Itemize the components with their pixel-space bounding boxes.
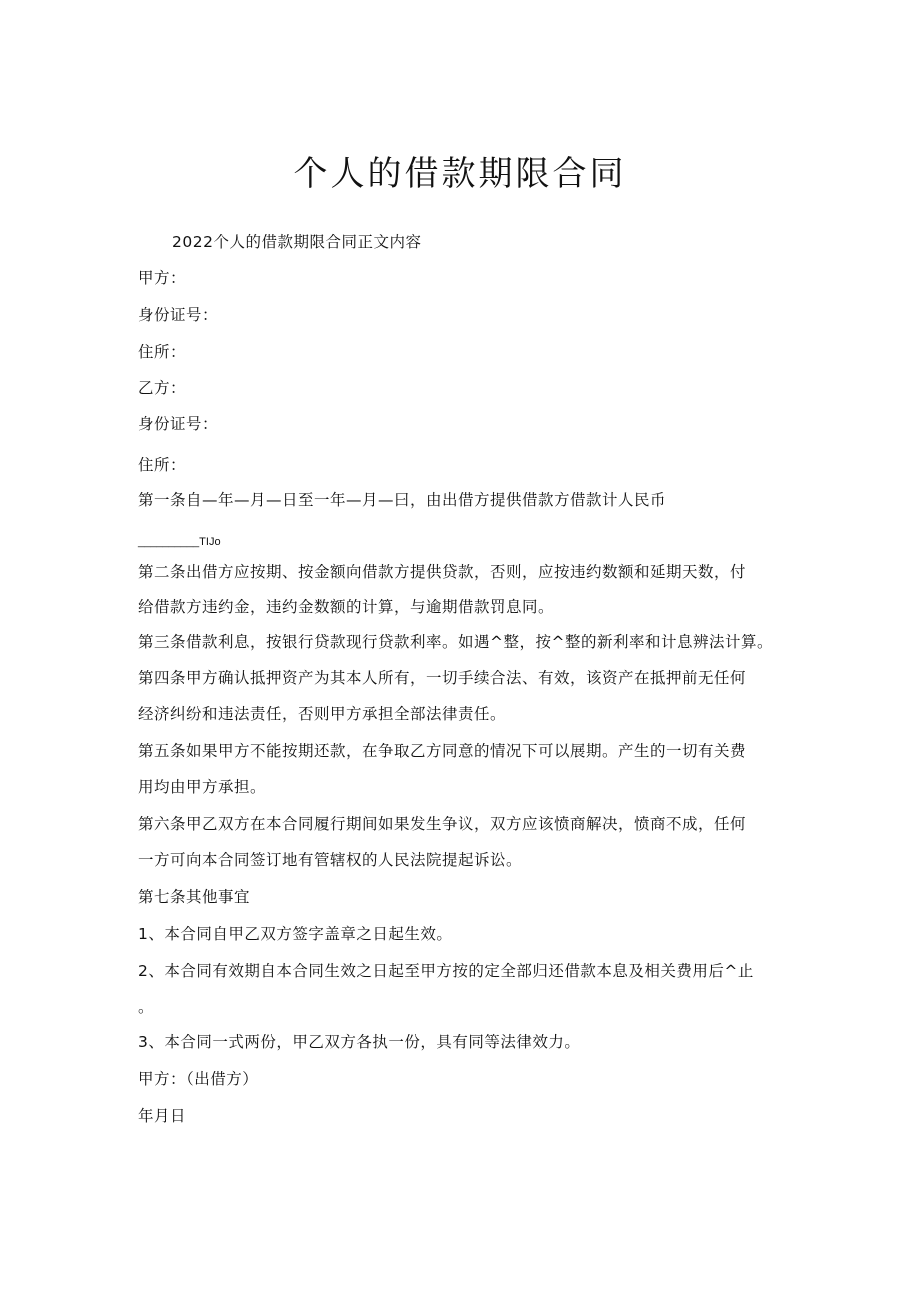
clause-1: 1、本合同自甲乙双方签字盖章之日起生效。 (138, 925, 453, 943)
party-a-label: 甲方： (138, 269, 187, 287)
clause-2-line-2: 。 (138, 998, 155, 1016)
document-title: 个人的借款期限合同 (293, 154, 627, 194)
signature-party-a: 甲方：（出借方） (138, 1070, 259, 1088)
article-4-line-2: 经济纠纷和违法责任，否则甲方承担全部法律责任。 (138, 705, 507, 723)
article-2-line-2: 给借款方违约金，违约金数额的计算，与逾期借款罚息同。 (138, 598, 555, 616)
article-5-line-2: 用均由甲方承担。 (138, 778, 267, 796)
subtitle-line: 2022个人的借款期限合同正文内容 (172, 233, 422, 251)
article-4-line-1: 第四条甲方确认抵押资产为其本人所有，一切手续合法、有效，该资产在抵押前无任何 (138, 669, 747, 687)
signature-date: 年月日 (138, 1107, 187, 1125)
party-b-id-label: 身份证号： (138, 415, 219, 433)
article-6-line-2: 一方可向本合同签订地有管辖权的人民法院提起诉讼。 (138, 851, 523, 869)
clause-3: 3、本合同一式两份，甲乙双方各执一份，具有同等法律效力。 (138, 1033, 581, 1051)
party-a-id-label: 身份证号： (138, 306, 219, 324)
article-3-line-1: 第三条借款利息，按银行贷款现行贷款利率。如遇^整，按^整的新利率和计息辨法计算。 (138, 633, 773, 651)
article-2-line-1: 第二条出借方应按期、按金额向借款方提供贷款，否则，应按违约数额和延期天数，付 (138, 563, 747, 581)
party-a-address-label: 住所： (138, 343, 187, 361)
article-7-heading: 第七条其他事宜 (138, 888, 251, 906)
party-b-address-label: 住所： (138, 456, 187, 474)
article-6-line-1: 第六条甲乙双方在本合同履行期间如果发生争议，双方应该愤商解决，愤商不成，任何 (138, 815, 747, 833)
party-b-label: 乙方： (138, 379, 187, 397)
article-1-line-1: 第一条自—年—月—日至一年—月—曰，由出借方提供借款方借款计人民币 (138, 491, 667, 509)
clause-2-line-1: 2、本合同有效期自本合同生效之日起至甲方按的定全部归还借款本息及相关费用后^止 (138, 962, 754, 980)
article-5-line-1: 第五条如果甲方不能按期还款，在争取乙方同意的情况下可以展期。产生的一切有关费 (138, 742, 747, 760)
article-1-line-2: __________TIJo (138, 536, 221, 548)
